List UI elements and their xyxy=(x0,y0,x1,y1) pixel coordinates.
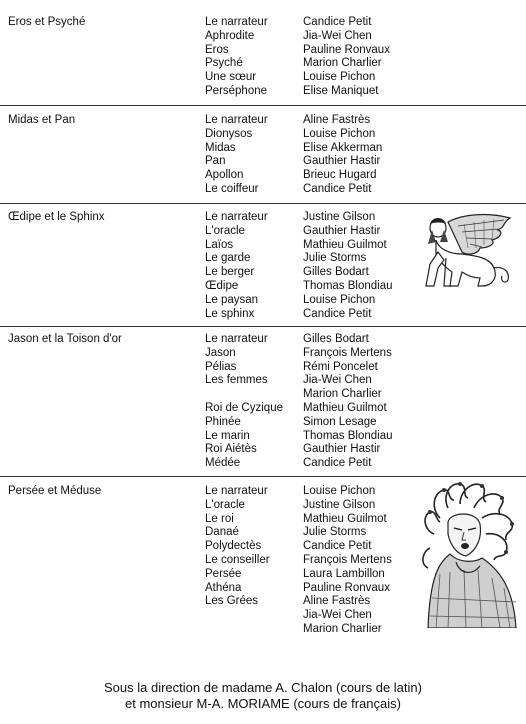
cast-row xyxy=(205,595,443,609)
role-name: Polydectès xyxy=(205,540,262,553)
role-name: Perséphone xyxy=(205,84,268,97)
role-name: L'oracle xyxy=(205,498,245,511)
cast-row xyxy=(205,266,443,280)
actor-name: Marion Charlier xyxy=(303,57,382,70)
role-name: Laïos xyxy=(205,238,234,251)
cast-list xyxy=(205,114,443,197)
cast-list xyxy=(205,16,443,99)
actor-name: Justine Gilson xyxy=(303,211,376,223)
cast-row xyxy=(205,623,443,637)
actor-name: Aline Fastrès xyxy=(303,114,371,126)
actor-name: Elise Maniquet xyxy=(303,84,379,97)
cast-row xyxy=(205,30,443,44)
role-name: Le narrateur xyxy=(205,333,268,345)
role-name: Jason xyxy=(205,346,236,359)
credits-line-2: et monsieur M-A. MORIAME (cours de français) xyxy=(125,696,401,711)
actor-name: Thomas Blondiau xyxy=(303,429,393,442)
cast-row xyxy=(205,609,443,623)
actor-name: Aline Fastrès xyxy=(303,595,371,608)
cast-row xyxy=(205,57,443,71)
cast-row xyxy=(205,485,443,499)
actor-name: Candice Petit xyxy=(303,457,372,470)
actor-name: Candice Petit xyxy=(303,182,372,195)
role-name: Midas xyxy=(205,141,236,154)
role-name: Phinée xyxy=(205,415,241,428)
role-name: Une sœur xyxy=(205,71,257,84)
role-name: Eros xyxy=(205,43,229,56)
role-name: Persée xyxy=(205,567,242,580)
actor-name: Gauthier Hastir xyxy=(303,155,381,168)
cast-row xyxy=(205,44,443,58)
play-title: Eros et Psyché xyxy=(8,16,86,28)
actor-name: Louise Pichon xyxy=(303,293,376,306)
role-name: Psyché xyxy=(205,57,243,70)
cast-row xyxy=(205,540,443,554)
cast-row xyxy=(205,499,443,513)
cast-row xyxy=(205,554,443,568)
role-name: Le narrateur xyxy=(205,211,268,223)
role-name: Les femmes xyxy=(205,374,268,387)
actor-name: Louise Pichon xyxy=(303,71,376,84)
cast-row xyxy=(205,280,443,294)
actor-name: Thomas Blondiau xyxy=(303,279,393,292)
cast-row xyxy=(205,526,443,540)
section-divider xyxy=(0,326,526,327)
cast-list xyxy=(205,211,443,321)
actor-name: Simon Lesage xyxy=(303,415,377,428)
cast-row xyxy=(205,582,443,596)
cast-row xyxy=(205,128,443,142)
actor-name: Gilles Bodart xyxy=(303,266,369,279)
actor-name: Gauthier Hastir xyxy=(303,443,381,456)
actor-name: Pauline Ronvaux xyxy=(303,581,390,594)
actor-name: Jia-Wei Chen xyxy=(303,29,372,42)
cast-row xyxy=(205,155,443,169)
cast-row xyxy=(205,361,443,375)
role-name: Athéna xyxy=(205,581,242,594)
actor-name: Jia-Wei Chen xyxy=(303,609,372,622)
actor-name: Julie Storms xyxy=(303,526,367,539)
cast-row xyxy=(205,85,443,99)
cast-row xyxy=(205,169,443,183)
cast-row xyxy=(205,513,443,527)
role-name xyxy=(205,388,303,402)
cast-row xyxy=(205,71,443,85)
play-title: Œdipe et le Sphinx xyxy=(8,211,105,223)
role-name: Le paysan xyxy=(205,293,259,306)
play-title: Persée et Méduse xyxy=(8,485,102,497)
cast-row xyxy=(205,211,443,225)
role-name: Le narrateur xyxy=(205,16,268,28)
actor-name: Justine Gilson xyxy=(303,498,376,511)
role-name: Le sphinx xyxy=(205,307,255,320)
actor-name: Julie Storms xyxy=(303,252,367,265)
cast-row xyxy=(205,457,443,471)
role-name: Pan xyxy=(205,155,226,168)
actor-name: Gilles Bodart xyxy=(303,333,369,345)
cast-row xyxy=(205,333,443,347)
role-name xyxy=(205,609,303,623)
actor-name: Rémi Poncelet xyxy=(303,360,378,373)
actor-name: Mathieu Guilmot xyxy=(303,238,387,251)
cast-row xyxy=(205,16,443,30)
credits-footer xyxy=(0,680,526,712)
actor-name: Gauthier Hastir xyxy=(303,224,381,237)
play-title: Jason et la Toison d'or xyxy=(8,333,122,345)
role-name: Le roi xyxy=(205,512,234,525)
cast-list xyxy=(205,485,443,637)
cast-row xyxy=(205,183,443,197)
role-name: Les Grées xyxy=(205,595,259,608)
actor-name: Marion Charlier xyxy=(303,388,382,401)
cast-list xyxy=(205,333,443,471)
cast-row xyxy=(205,225,443,239)
role-name: Roi Aiétès xyxy=(205,443,257,456)
actor-name: Candice Petit xyxy=(303,540,372,553)
actor-name: François Mertens xyxy=(303,553,392,566)
role-name: Œdipe xyxy=(205,279,239,292)
actor-name: Jia-Wei Chen xyxy=(303,374,372,387)
cast-row xyxy=(205,308,443,322)
cast-row xyxy=(205,374,443,388)
cast-row xyxy=(205,114,443,128)
role-name: Aphrodite xyxy=(205,29,255,42)
actor-name: Pauline Ronvaux xyxy=(303,43,390,56)
actor-name: Louise Pichon xyxy=(303,485,376,497)
cast-row xyxy=(205,388,443,402)
role-name: Apollon xyxy=(205,169,244,182)
cast-row xyxy=(205,239,443,253)
actor-name: Mathieu Guilmot xyxy=(303,512,387,525)
role-name: Dionysos xyxy=(205,127,253,140)
actor-name: Brieuc Hugard xyxy=(303,169,377,182)
role-name: Le coiffeur xyxy=(205,182,259,195)
actor-name: Elise Akkerman xyxy=(303,141,383,154)
section-divider xyxy=(0,476,526,477)
role-name: Le marin xyxy=(205,429,250,442)
section-divider xyxy=(0,105,526,106)
role-name: Le narrateur xyxy=(205,114,268,126)
cast-row xyxy=(205,347,443,361)
role-name: Médée xyxy=(205,457,241,470)
role-name: Le narrateur xyxy=(205,485,268,497)
actor-name: Marion Charlier xyxy=(303,622,382,635)
medusa-illustration xyxy=(420,478,520,628)
actor-name: Candice Petit xyxy=(303,307,372,320)
cast-row xyxy=(205,294,443,308)
role-name: Le berger xyxy=(205,266,255,279)
role-name: Danaé xyxy=(205,526,239,539)
cast-row xyxy=(205,402,443,416)
sphinx-illustration xyxy=(418,212,516,292)
role-name: Roi de Cyzique xyxy=(205,401,283,414)
play-title: Midas et Pan xyxy=(8,114,76,126)
role-name: L'oracle xyxy=(205,224,245,237)
cast-row xyxy=(205,430,443,444)
actor-name: Candice Petit xyxy=(303,16,372,28)
cast-row xyxy=(205,252,443,266)
credits-line-1: Sous la direction de madame A. Chalon (cours de latin) xyxy=(104,680,422,695)
role-name: Pélias xyxy=(205,360,237,373)
section-divider xyxy=(0,203,526,204)
role-name: Le conseiller xyxy=(205,553,270,566)
cast-row xyxy=(205,416,443,430)
role-name: Le garde xyxy=(205,252,251,265)
cast-row xyxy=(205,443,443,457)
cast-row xyxy=(205,568,443,582)
cast-row xyxy=(205,142,443,156)
actor-name: Louise Pichon xyxy=(303,127,376,140)
actor-name: Mathieu Guilmot xyxy=(303,401,387,414)
actor-name: François Mertens xyxy=(303,346,392,359)
actor-name: Laura Lambillon xyxy=(303,567,385,580)
role-name xyxy=(205,623,303,637)
